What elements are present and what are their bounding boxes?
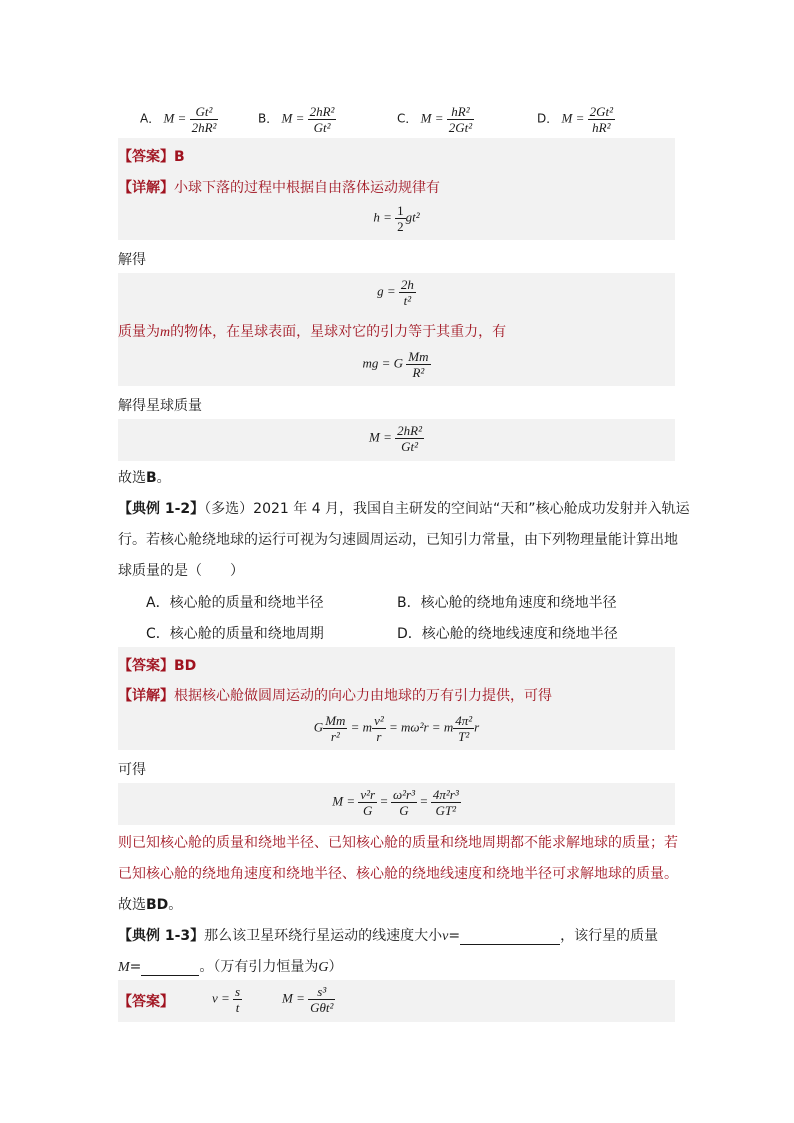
- q2-eq2-d3: GT²: [435, 803, 457, 818]
- q3-stem2-m: M: [118, 960, 130, 975]
- q2-detail-text: 根据核心舱做圆周运动的向心力由地球的万有引力提供，可得: [174, 688, 552, 704]
- q2-option-b: B．核心舱的绕地角速度和绕地半径: [397, 595, 617, 611]
- q1-eq2-frac: [399, 277, 416, 308]
- q1-eq1-den: 2: [397, 219, 404, 234]
- q3-stem-b: =: [448, 928, 461, 944]
- q1-conclusion-c: 。: [156, 470, 171, 486]
- q3-stem2-c: ）: [328, 959, 343, 975]
- q1-eq3-num: Mm: [408, 349, 429, 364]
- q2-eq1-n2: v²: [374, 713, 384, 728]
- q1-conclusion: [118, 467, 171, 487]
- q1-detail-label: 【详解】: [118, 180, 174, 196]
- option-c-lhs: M =: [420, 110, 444, 126]
- q3-blank-v[interactable]: [460, 930, 560, 945]
- q2-eq1-n3: 4π²: [455, 713, 473, 728]
- q2-eq2-d2: G: [399, 803, 409, 818]
- q2-conclusion-a: 故选: [118, 897, 146, 913]
- q2-option-c: C．核心舱的质量和绕地周期: [146, 626, 324, 642]
- q1-solve1: 解得: [118, 252, 146, 268]
- q1-eq3: [118, 349, 675, 380]
- q2-eq2-d1: G: [363, 803, 373, 818]
- q2-option-d: D．核心舱的绕地线速度和绕地半径: [397, 626, 618, 642]
- q1-eq3-lhs: mg = G: [362, 355, 404, 371]
- q3-stem-line2: [118, 956, 343, 976]
- q3-ans1-lhs: v =: [212, 990, 230, 1006]
- q3-stem-line1: [118, 925, 658, 945]
- q2-eq2-frac3: [431, 787, 461, 818]
- q2-eq1-d1: r²: [330, 729, 340, 744]
- q1-conclusion-a: 故选: [118, 470, 146, 486]
- q2-eq2-n3: 4π²r³: [432, 787, 459, 802]
- q2-eq1-mid: = mω²r = m: [389, 719, 454, 735]
- option-b-letter: B．: [258, 111, 279, 126]
- q2-eq2-lhs: M =: [332, 793, 356, 809]
- q2-answer: [118, 655, 196, 675]
- q2-eq2-frac2: [391, 787, 417, 818]
- q3-label: 【典例 1-3】: [118, 928, 205, 944]
- q1-eq1-lhs: h =: [373, 209, 392, 225]
- q2-detail-label: 【详解】: [118, 688, 174, 704]
- q1-text2-a: 质量为: [118, 324, 160, 340]
- option-d-fraction: [588, 104, 615, 135]
- q2-eq2-n2: ω²r³: [392, 787, 415, 802]
- option-a: [140, 104, 218, 135]
- option-d-letter: D．: [537, 111, 559, 126]
- q3-stem2-b: 。（万有引力恒量为: [199, 959, 319, 975]
- option-b-fraction: [308, 104, 337, 135]
- option-c: [397, 104, 474, 135]
- q2-stem-1: （多选）2021 年 4 月，我国自主研发的空间站“天和”核心舱成功发射并入轨运: [204, 501, 690, 517]
- option-b: [258, 104, 336, 135]
- q3-ans2-den: Gθt²: [310, 1000, 334, 1015]
- q3-blank-m[interactable]: [141, 961, 199, 976]
- option-a-num: Gt²: [190, 104, 219, 120]
- q2-answer-label: 【答案】: [118, 658, 174, 674]
- option-b-lhs: M =: [281, 110, 305, 126]
- q1-detail-text: 小球下落的过程中根据自由落体运动规律有: [174, 180, 440, 196]
- q3-answer-label: [118, 991, 174, 1011]
- q3-ans1-num: s: [235, 984, 241, 999]
- q1-eq2-den: t²: [403, 293, 412, 308]
- q3-ans2: [282, 984, 335, 1015]
- option-b-den: Gt²: [313, 120, 331, 135]
- q1-eq4-den: Gt²: [401, 439, 418, 454]
- q1-conclusion-b: B: [146, 470, 157, 486]
- q2-eq2-frac1: [358, 787, 377, 818]
- q2-eq1-tail: r: [474, 719, 480, 735]
- option-a-letter: A．: [140, 111, 161, 126]
- q1-eq4-frac: [395, 423, 424, 454]
- q2-eq1-g: G: [313, 719, 324, 735]
- q2-explain-1: 则已知核心舱的质量和绕地半径、已知核心舱的质量和绕地周期都不能求解地球的质量；若: [118, 835, 678, 851]
- q2-label: 【典例 1-2】: [118, 501, 205, 517]
- option-d-lhs: M =: [561, 110, 585, 126]
- q2-detail: [118, 685, 552, 705]
- q1-eq1-frac: [395, 203, 406, 234]
- q1-text2-b: 的物体，在星球表面，星球对它的引力等于其重力，有: [170, 324, 507, 340]
- q1-eq1-rhs: gt²: [405, 209, 420, 225]
- q2-eq1-eqa: = m: [350, 719, 373, 735]
- option-c-den: 2Gt²: [448, 120, 473, 135]
- q1-detail: [118, 177, 440, 197]
- q2-eq1-frac1: [323, 713, 347, 744]
- q1-eq1: [118, 203, 675, 234]
- q3-stem-c: ，该行星的质量: [560, 928, 659, 944]
- q2-eq1-frac3: [453, 713, 474, 744]
- option-d: [537, 104, 615, 135]
- q2-conclusion-c: 。: [168, 897, 183, 913]
- q1-eq3-frac: [406, 349, 430, 380]
- q3-answer-label-text: 【答案】: [118, 994, 174, 1010]
- q2-stem-line1: [118, 498, 690, 518]
- q1-text2: [118, 321, 506, 341]
- option-d-den: hR²: [592, 120, 611, 135]
- option-d-num: 2Gt²: [589, 104, 614, 119]
- q3-stem2-g: G: [318, 960, 329, 975]
- q1-eq2-num: 2h: [400, 277, 414, 292]
- q1-eq3-den: R²: [412, 365, 425, 380]
- q2-conclusion: [118, 894, 182, 914]
- q1-text2-m: m: [160, 325, 171, 340]
- q3-stem-a: 那么该卫星环绕行星运动的线速度大小: [204, 928, 443, 944]
- q2-eq2: [118, 787, 675, 818]
- q3-ans2-lhs: M =: [282, 990, 305, 1006]
- q3-ans2-num: s³: [308, 984, 335, 1000]
- q2-eq2-eq2: =: [420, 793, 428, 809]
- q3-ans2-frac: [308, 984, 335, 1015]
- q1-answer: [118, 146, 185, 166]
- option-a-fraction: [190, 104, 219, 135]
- option-c-num: hR²: [447, 104, 474, 120]
- option-a-lhs: M =: [163, 110, 187, 126]
- q1-eq4-lhs: M =: [369, 429, 392, 445]
- q2-eq2-eq1: =: [380, 793, 388, 809]
- q2-conclusion-b: BD: [146, 897, 169, 913]
- q3-ans1: [212, 984, 242, 1015]
- q2-eq1-frac2: [372, 713, 386, 744]
- option-c-letter: C．: [397, 111, 418, 126]
- q1-eq4-num: 2hR²: [397, 423, 422, 438]
- q1-answer-value: B: [174, 149, 185, 165]
- option-a-den: 2hR²: [191, 120, 217, 135]
- q3-ans1-den: t: [235, 1000, 240, 1015]
- q1-eq4: [118, 423, 675, 454]
- q1-answer-label: 【答案】: [118, 149, 174, 165]
- q3-stem2-a: =: [129, 959, 142, 975]
- option-b-num: 2hR²: [309, 104, 335, 119]
- q3-stem-v: v: [442, 929, 449, 944]
- q2-explain-2: 已知核心舱的绕地角速度和绕地半径、核心舱的绕地线速度和绕地半径可求解地球的质量。: [118, 866, 678, 882]
- q2-eq1: [118, 713, 675, 744]
- q2-eq1-d2: r: [376, 729, 382, 744]
- q1-eq2: [118, 277, 675, 308]
- q2-eq2-n1: v²r: [360, 787, 376, 802]
- q2-solve1: 可得: [118, 762, 146, 778]
- q1-eq2-lhs: g =: [377, 283, 396, 299]
- q3-ans1-frac: [233, 984, 242, 1015]
- q2-eq1-n1: Mm: [325, 713, 346, 728]
- answer-shade-6: [118, 980, 675, 1022]
- q2-stem-line2: 行。若核心舱绕地球的运行可视为匀速圆周运动，已知引力常量，由下列物理量能计算出地: [118, 532, 678, 548]
- q1-eq1-num: 1: [397, 203, 404, 218]
- q2-answer-value: BD: [174, 658, 197, 674]
- q2-stem-line3: 球质量的是（ ）: [118, 563, 244, 579]
- q1-solve2: 解得星球质量: [118, 398, 202, 414]
- q2-option-a: A．核心舱的质量和绕地半径: [146, 595, 324, 611]
- q2-eq1-d3: T²: [458, 729, 470, 744]
- option-c-fraction: [447, 104, 474, 135]
